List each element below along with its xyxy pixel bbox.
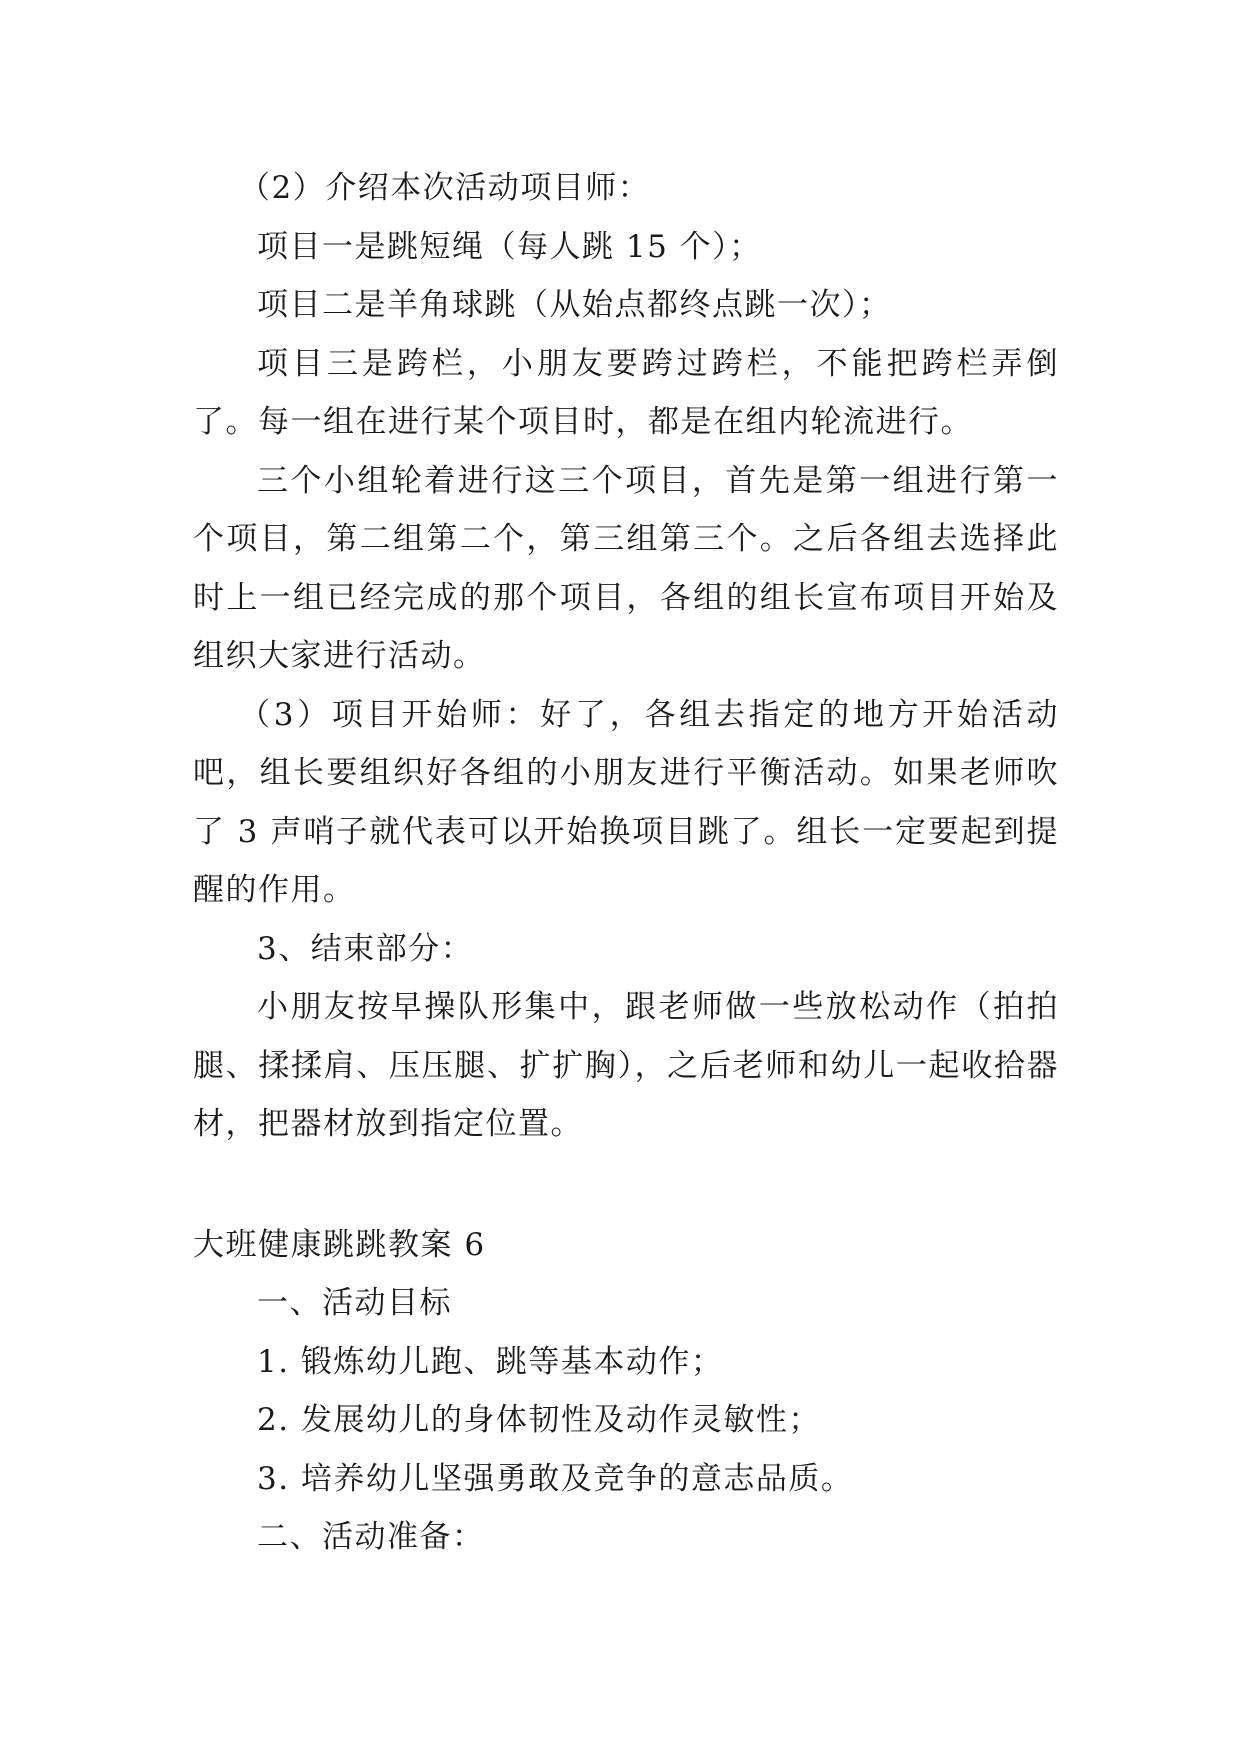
goal-item-3: 3. 培养幼儿坚强勇敢及竞争的意志品质。 xyxy=(257,1460,854,1497)
goal-item-1: 1. 锻炼幼儿跑、跳等基本动作； xyxy=(257,1343,724,1380)
section-title: 大班健康跳跳教案 6 xyxy=(193,1226,486,1263)
section-heading-goals: 一、活动目标 xyxy=(257,1285,452,1321)
paragraph-item-three: 项目三是跨栏，小朋友要跨过跨栏，不能把跨栏弄倒了。每一组在进行某个项目时，都是在组内轮流进行。 xyxy=(193,345,1059,440)
paragraph-ending-heading: 3、结束部分： xyxy=(257,930,474,967)
section-heading-preparation: 二、活动准备： xyxy=(257,1519,485,1555)
paragraph-rotation: 三个小组轮着进行这三个项目，首先是第一组进行第一个项目，第二组第二个，第三组第三个。之后各组去选择此时上一组已经完成的那个项目，各组的组长宣布项目开始及组织大家进行活动。 xyxy=(193,462,1059,674)
goal-item-2: 2. 发展幼儿的身体韧性及动作灵敏性； xyxy=(257,1402,821,1438)
paragraph-intro-items: （2）介绍本次活动项目师： xyxy=(239,170,651,206)
document-body xyxy=(193,159,1059,1567)
paragraph-start-items: （3）项目开始师：好了，各组去指定的地方开始活动吧，组长要组织好各组的小朋友进行平衡活动。如果老师吹了 3 声哨子就代表可以开始换项目跳了。组长一定要起到提醒的作用。 xyxy=(193,696,1059,908)
paragraph-item-two: 项目二是羊角球跳（从始点都终点跳一次）； xyxy=(257,287,892,323)
paragraph-ending-body: 小朋友按早操队形集中，跟老师做一些放松动作（拍拍腿、揉揉肩、压压腿、扩扩胸），之后老师和幼儿一起收拾器材，把器材放到指定位置。 xyxy=(193,989,1059,1142)
paragraph-item-one: 项目一是跳短绳（每人跳 15 个）； xyxy=(257,228,762,265)
